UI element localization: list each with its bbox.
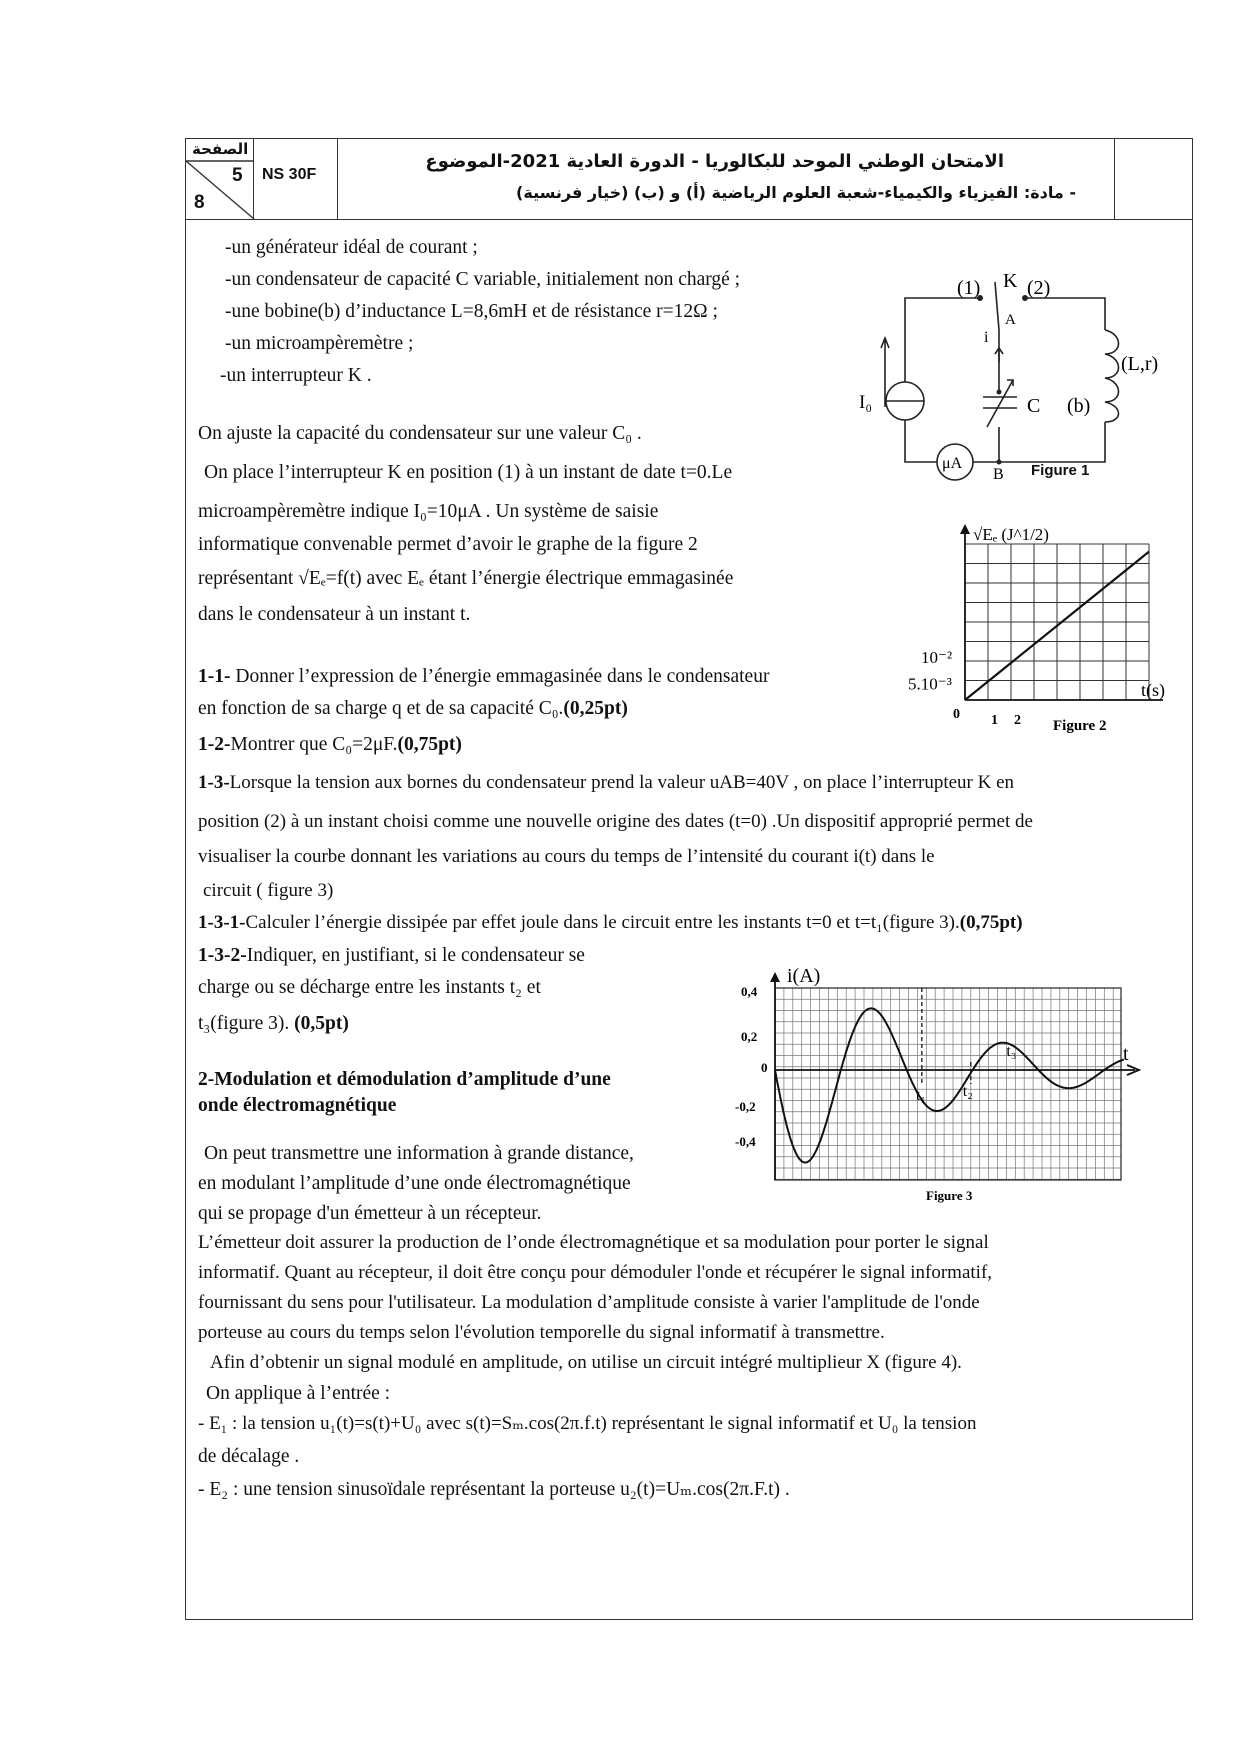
- question-1-3-2-points: (0,5pt): [294, 1013, 349, 1034]
- section-2-line-5: informatif. Quant au récepteur, il doit être conçu pour démoduler l'onde et récupérer le signal informatif,: [198, 1262, 993, 1283]
- page-number-cell: [186, 139, 254, 219]
- section-2-line-6: fournissant du sens pour l'utilisateur. La modulation d’amplitude consiste à varier l'amplitude de l'onde: [198, 1292, 980, 1313]
- label-i0: I₀: [859, 392, 872, 413]
- label-c: C: [1027, 395, 1041, 417]
- component-generator: -un générateur idéal de courant ;: [225, 237, 478, 258]
- question-1-2-number: 1-2-: [198, 734, 231, 755]
- y-tick-1: 0,2: [741, 1029, 758, 1044]
- left-bottom-wire-a: [905, 420, 937, 462]
- question-1-3-1: [198, 912, 1023, 935]
- section-2-line-7: porteuse au cours du temps selon l'évolution temporelle du signal informatif à transmettre.: [198, 1322, 885, 1343]
- y-axis-arrow: [770, 972, 780, 982]
- label-microammeter: μA: [942, 455, 963, 472]
- right-bottom-wire: [999, 422, 1105, 462]
- question-1-3-1-points: (0,75pt): [959, 912, 1023, 933]
- section-2-line-8: Afin d’obtenir un signal modulé en amplitude, on utilise un circuit intégré multiplieur X (figure 4).: [210, 1352, 962, 1373]
- plot-border: [775, 988, 1121, 1180]
- y-tick-2: 10⁻²: [921, 648, 953, 667]
- question-1-3-line-4: circuit ( figure 3): [203, 880, 334, 901]
- y-axis-label: √Eₑ (J^1/2): [973, 525, 1049, 544]
- t1-label: t₁: [915, 1087, 926, 1104]
- paragraph-line-2: On place l’interrupteur K en position (1) à un instant de date t=0.Le: [204, 462, 733, 483]
- section-2-line-4: L’émetteur doit assurer la production de l’onde électromagnétique et sa modulation pour porter le signal: [198, 1232, 989, 1253]
- label-lr: (L,r): [1121, 353, 1159, 375]
- switch-blade: [995, 282, 999, 330]
- y-tick-3: -0,2: [735, 1099, 756, 1114]
- y-axis-arrow: [960, 524, 970, 534]
- question-1-1-text: Donner l’expression de l’énergie emmagasinée dans le condensateur: [230, 666, 770, 687]
- question-1-1-points: (0,25pt): [563, 698, 628, 719]
- question-1-3-line-3: visualiser la courbe donnant les variations au cours du temps de l’intensité du courant i(t) dans le: [198, 846, 935, 867]
- question-1-2: [198, 733, 462, 756]
- y-tick-0: 0,4: [741, 984, 758, 999]
- t2-label: t₂: [962, 1083, 973, 1100]
- question-1-2-points: (0,75pt): [397, 734, 462, 755]
- label-i: i: [984, 329, 989, 346]
- label-a: A: [1005, 312, 1016, 328]
- x-tick-2: 2: [1014, 713, 1021, 728]
- header-divider: [186, 219, 1192, 220]
- section-2-line-11: de décalage .: [198, 1446, 300, 1467]
- component-microammeter: -un microampèremètre ;: [225, 333, 414, 354]
- page-total: 8: [194, 192, 205, 213]
- x-axis-label: t(s): [1141, 680, 1165, 700]
- code-cell: [254, 139, 338, 219]
- page-label: الصفحة: [192, 140, 249, 158]
- paragraph-line-6: dans le condensateur à un instant t.: [198, 604, 471, 625]
- current-curve: [775, 1008, 1124, 1162]
- question-1-3-2-text-1: Indiquer, en justifiant, si le condensateur se: [246, 945, 585, 966]
- section-2-title-line-1: 2-Modulation et démodulation d’amplitude d’une: [198, 1069, 611, 1090]
- label-k: K: [1003, 270, 1018, 292]
- question-1-3-line-2: position (2) à un instant choisi comme une nouvelle origine des dates (t=0) .Un dispositif approprié permet de: [198, 811, 1033, 832]
- question-1-1-line-1: [198, 665, 769, 688]
- section-2-title-line-2: onde électromagnétique: [198, 1095, 397, 1116]
- section-2-line-1: On peut transmettre une information à grande distance,: [204, 1143, 634, 1164]
- label-b: B: [993, 466, 1004, 483]
- exam-subject: - مادة: الفيزياء والكيمياء-شعبة العلوم الرياضية (أ) و (ب) (خيار فرنسية): [516, 183, 1076, 202]
- question-1-2-text: Montrer que C₀=2μF.: [230, 734, 398, 755]
- section-2-line-12: - E₂ : une tension sinusoïdale représentant la porteuse u₂(t)=Uₘ.cos(2π.F.t) .: [198, 1479, 790, 1500]
- component-coil: -une bobine(b) d’inductance L=8,6mH et de résistance r=12Ω ;: [225, 301, 718, 322]
- section-2-line-10: - E₁ : la tension u₁(t)=s(t)+U₀ avec s(t)=Sₘ.cos(2π.f.t) représentant le signal informatif et U₀ la tension: [198, 1413, 977, 1434]
- question-1-1-text-2: en fonction de sa charge q et de sa capacité C₀.: [198, 698, 564, 719]
- question-1-3-2-line-3: [198, 1012, 349, 1035]
- exam-header: [186, 139, 1192, 219]
- paragraph-line-5: représentant √Eₑ=f(t) avec Eₑ étant l’énergie électrique emmagasinée: [198, 568, 734, 589]
- question-1-1-number: 1-1-: [198, 666, 231, 687]
- exam-title: الامتحان الوطني الموحد للبكالوريا - الدورة العادية 2021-الموضوع: [425, 151, 1004, 172]
- question-1-3-number: 1-3-: [198, 772, 230, 793]
- section-2-line-3: qui se propage d'un émetteur à un récepteur.: [198, 1203, 542, 1224]
- figure-2-chart: [895, 505, 1195, 745]
- x-tick-0: 0: [953, 707, 960, 722]
- paragraph-line-3: microampèremètre indique I₀=10μA . Un système de saisie: [198, 501, 659, 522]
- figure-1-caption: Figure 1: [1031, 462, 1090, 479]
- question-1-1-line-2: [198, 697, 628, 720]
- y-tick-1: 5.10⁻³: [908, 674, 952, 694]
- question-1-3-2-line-1: [198, 944, 585, 967]
- y-tick-2: 0: [761, 1060, 768, 1075]
- page-number: 5: [232, 165, 243, 186]
- question-1-3-line-1: [198, 772, 1014, 795]
- figure-1-circuit: [855, 262, 1159, 483]
- figure-3-caption: Figure 3: [926, 1188, 973, 1203]
- x-tick-1: 1: [991, 713, 998, 728]
- question-1-3-2-line-2: charge ou se décharge entre les instants t₂ et: [198, 977, 541, 998]
- question-1-3-1-text: Calculer l’énergie dissipée par effet joule dans le circuit entre les instants t=0 et t=t₁(figure 3).: [245, 912, 960, 933]
- t3-label: t₃: [1006, 1043, 1017, 1060]
- component-switch: -un interrupteur K .: [220, 365, 372, 386]
- figure-3-chart: [730, 960, 1170, 1220]
- x-axis-label: t: [1123, 1043, 1129, 1065]
- paragraph-line-1: On ajuste la capacité du condensateur sur une valeur C₀ .: [198, 423, 642, 444]
- right-top-wire: [1023, 298, 1105, 330]
- section-2-line-2: en modulant l’amplitude d’une onde électromagnétique: [198, 1173, 631, 1194]
- paragraph-line-4: informatique convenable permet d’avoir le graphe de la figure 2: [198, 534, 698, 555]
- y-axis-label: i(A): [787, 965, 821, 987]
- question-1-3-2-text-3: t₃(figure 3).: [198, 1013, 295, 1034]
- question-1-3-text-1: Lorsque la tension aux bornes du condensateur prend la valeur uAB=40V , on place l’interrupteur K en: [229, 772, 1015, 793]
- section-2-line-9: On applique à l’entrée :: [206, 1383, 391, 1404]
- title-cell: [338, 139, 1115, 219]
- component-capacitor: -un condensateur de capacité C variable, initialement non chargé ;: [225, 269, 741, 290]
- left-top-wire: [905, 298, 977, 382]
- exam-code: NS 30F: [262, 166, 317, 183]
- label-pos2: (2): [1027, 277, 1051, 299]
- y-tick-4: -0,4: [735, 1134, 756, 1149]
- label-bobine: (b): [1067, 395, 1091, 417]
- question-1-3-1-number: 1-3-1-: [198, 912, 246, 933]
- label-pos1: (1): [957, 277, 981, 299]
- question-1-3-2-number: 1-3-2-: [198, 945, 247, 966]
- figure-2-caption: Figure 2: [1053, 718, 1107, 734]
